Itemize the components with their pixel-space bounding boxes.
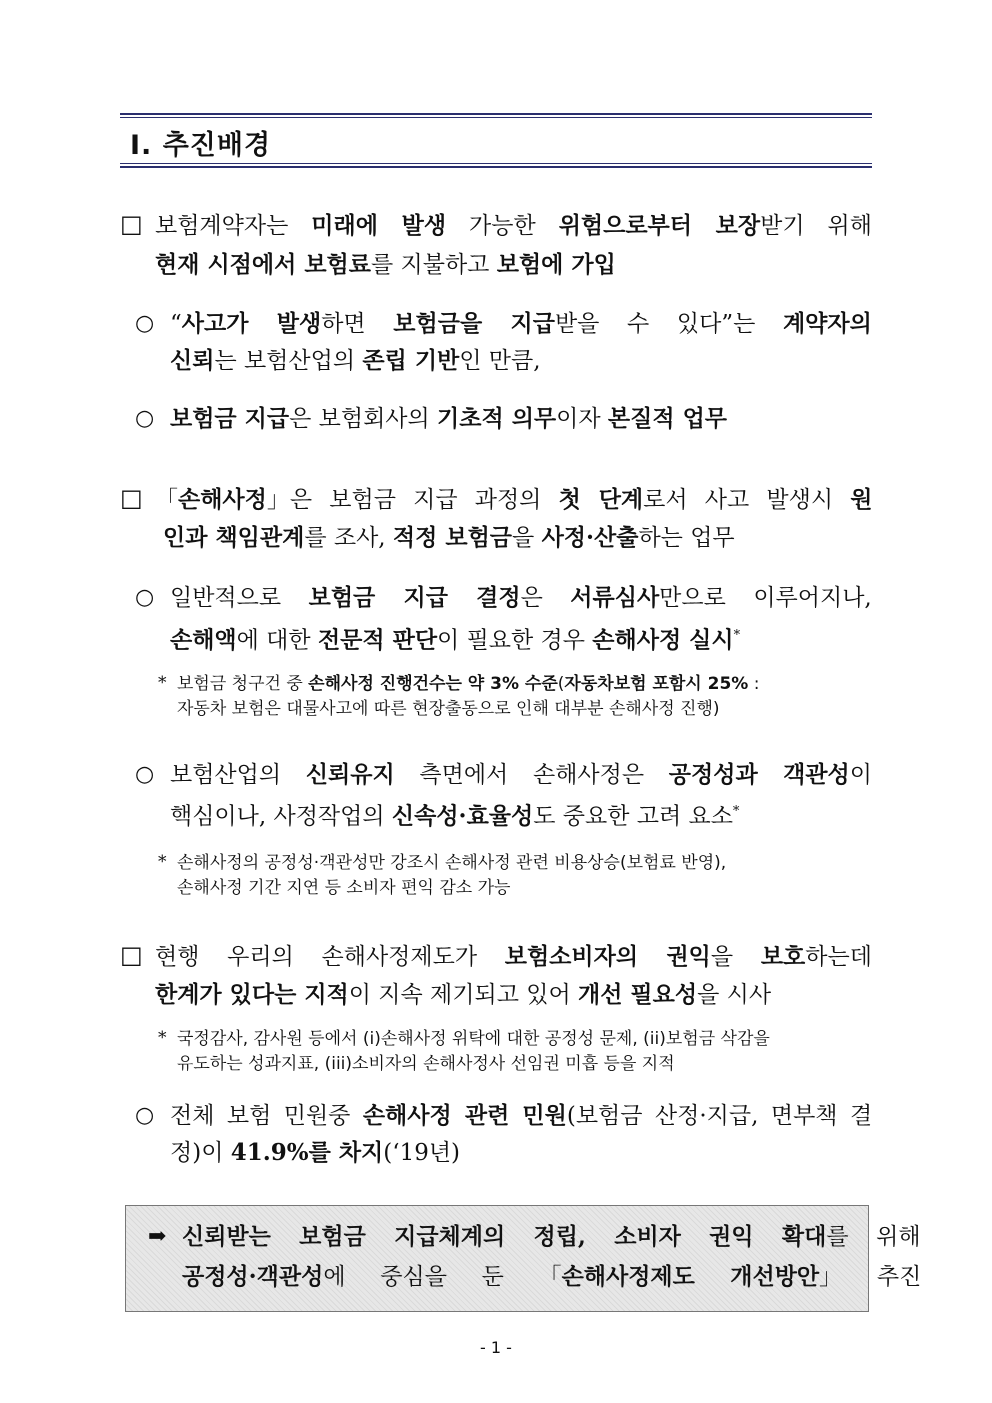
footnote-line xyxy=(177,1053,675,1075)
bold-text: 신뢰유지 xyxy=(305,761,395,788)
bold-text: 자동차보험 포함시 25% xyxy=(564,674,749,694)
text-run: * xyxy=(732,804,740,819)
text-run: 자동차 보험은 대물사고에 따른 현장출동으로 인해 대부분 손해사정 진행) xyxy=(177,699,720,719)
text-run: 로서 사고 발생시 xyxy=(643,487,851,513)
text-run: 손해사정 기간 지연 등 소비자 편익 감소 가능 xyxy=(177,878,511,898)
text-run: 하는 업무 xyxy=(638,525,735,551)
text-run: 보험계약자는 xyxy=(155,213,312,239)
paragraph-line xyxy=(170,404,727,434)
text-run: 에 중심을 둔 「 xyxy=(323,1264,562,1290)
text-run: 이 필요한 경우 xyxy=(437,627,593,654)
text-run: 이 지속 제기되고 있어 xyxy=(348,982,578,1008)
text-run: 에 대한 xyxy=(236,627,318,654)
heading-rule-bottom xyxy=(120,163,872,168)
text-run: 을 xyxy=(710,944,761,970)
bold-text: 전문적 판단 xyxy=(317,626,438,654)
bold-text: 본질적 업무 xyxy=(607,405,728,432)
square-bullet-icon: □ xyxy=(120,941,143,969)
page-number: - 1 - xyxy=(480,1338,512,1357)
circle-bullet-icon: ○ xyxy=(135,1103,155,1128)
paragraph-line xyxy=(170,583,872,613)
bold-text: 미래에 발생 xyxy=(311,212,447,239)
bold-text: 손해사정 진행건수는 약 3% 수준 xyxy=(308,674,558,694)
conclusion-line-1 xyxy=(182,1222,921,1252)
section-title xyxy=(130,123,271,162)
bold-text: 인과 책임관계 xyxy=(163,524,305,551)
bold-text: 신뢰받는 보험금 지급체계의 정립, 소비자 권익 확대 xyxy=(182,1223,827,1250)
section-heading xyxy=(120,113,872,168)
bold-text: 사정·산출 xyxy=(541,524,639,551)
bold-text: 손해사정 실시 xyxy=(592,626,734,654)
bold-text: 기초적 의무 xyxy=(437,405,557,432)
text-run: 정)이 xyxy=(170,1140,231,1166)
conclusion-line-2 xyxy=(182,1262,921,1292)
bold-text: 보험소비자의 권익 xyxy=(504,943,711,970)
text-run: 이자 xyxy=(556,406,608,432)
bold-text: 보호 xyxy=(760,943,806,970)
text-run: 를 조사, xyxy=(304,525,393,551)
text-run: 은 보험회사의 xyxy=(289,406,438,432)
text-run: 받을 수 있다”는 xyxy=(554,311,783,337)
paragraph-line xyxy=(155,211,872,241)
arrow-icon: ➡ xyxy=(148,1224,167,1249)
text-run: 을 시사 xyxy=(697,982,772,1008)
paragraph-line xyxy=(155,942,872,972)
text-run: 하는데 xyxy=(805,944,872,970)
bold-text: 공정성·객관성 xyxy=(182,1263,324,1290)
paragraph-line xyxy=(155,980,771,1010)
bold-text: 사고가 발생 xyxy=(181,310,322,337)
text-run: 도 중요한 고려 요소 xyxy=(533,803,733,830)
bold-text: 적정 보험금 xyxy=(392,524,513,551)
bold-text: 서류심사 xyxy=(570,584,660,611)
asterisk-note-marker: * xyxy=(158,852,167,872)
text-run: 전체 보험 민원중 xyxy=(170,1103,363,1129)
section-number: Ⅰ. xyxy=(130,130,153,161)
text-run: 이 xyxy=(849,762,872,788)
text-run: 」은 보험금 지급 과정의 xyxy=(266,487,559,513)
text-run: 만으로 이루어지나, xyxy=(659,585,872,611)
text-run: 보험산업의 xyxy=(170,762,306,788)
bold-text: 41.9%를 차지 xyxy=(230,1139,384,1166)
bold-text: 첫 단계 xyxy=(558,486,644,513)
paragraph-line xyxy=(170,1138,460,1168)
text-run: 현행 우리의 손해사정제도가 xyxy=(155,944,505,970)
bold-text: 보험금 지급 결정 xyxy=(308,584,521,611)
asterisk-note-marker: * xyxy=(158,673,167,693)
text-run: 보험금 청구건 중 xyxy=(177,674,309,694)
bold-text: 손해액 xyxy=(170,626,237,654)
paragraph-line xyxy=(170,797,739,832)
text-run: 를 위해 xyxy=(826,1224,921,1250)
text-run: 하면 xyxy=(321,311,394,337)
text-run: (‘19년) xyxy=(383,1140,461,1166)
bold-text: 손해사정 관련 민원 xyxy=(362,1102,567,1129)
bold-text: 존립 기반 xyxy=(362,347,460,374)
paragraph-line xyxy=(170,760,872,790)
text-run: ( xyxy=(557,674,565,694)
bold-text: 보험에 가입 xyxy=(496,251,616,278)
paragraph-line xyxy=(170,621,740,656)
paragraph-line xyxy=(170,1101,872,1131)
bold-text: 개선 필요성 xyxy=(577,981,698,1008)
paragraph-line xyxy=(163,523,735,553)
text-run: 일반적으로 xyxy=(170,585,309,611)
text-run: 「 xyxy=(155,487,178,513)
text-run: (보험금 산정·지급, 면부책 결 xyxy=(566,1103,873,1129)
square-bullet-icon: □ xyxy=(120,484,143,512)
bold-text: 보험금 지급 xyxy=(170,405,290,432)
paragraph-line xyxy=(155,485,872,515)
bold-text: 신뢰 xyxy=(170,347,215,374)
circle-bullet-icon: ○ xyxy=(135,762,155,787)
bold-text: 손해사정 xyxy=(178,486,267,513)
text-run: 핵심이나, 사정작업의 xyxy=(170,803,392,830)
text-run: 은 xyxy=(520,585,571,611)
bold-text: 현재 시점에서 보험료 xyxy=(155,251,371,278)
bold-text: 한계가 있다는 지적 xyxy=(155,981,349,1008)
text-run: : xyxy=(748,674,760,694)
text-run: 는 보험산업의 xyxy=(214,348,363,374)
square-bullet-icon: □ xyxy=(120,210,143,238)
paragraph-line xyxy=(155,250,616,280)
footnote-line xyxy=(177,673,759,695)
text-run: * xyxy=(733,628,741,643)
text-run: 측면에서 손해사정은 xyxy=(394,762,669,788)
text-run: 받기 위해 xyxy=(760,213,872,239)
bold-text: 계약자의 xyxy=(782,310,872,337)
bold-text: 신속성·효율성 xyxy=(391,802,534,830)
text-run: 를 지불하고 xyxy=(370,252,497,278)
text-run: 국정감사, 감사원 등에서 (i)손해사정 위탁에 대한 공정성 문제, (ii)보험금 삭감을 xyxy=(177,1029,770,1049)
conclusion-box xyxy=(125,1205,922,1312)
text-run: 가능한 xyxy=(446,213,559,239)
bold-text: 손해사정제도 개선방안 xyxy=(561,1263,820,1290)
paragraph-line xyxy=(170,346,541,376)
circle-bullet-icon: ○ xyxy=(135,311,155,336)
bold-text: 공정성과 객관성 xyxy=(668,761,850,788)
text-run: 유도하는 성과지표, (iii)소비자의 손해사정사 선임권 미흡 등을 지적 xyxy=(177,1054,675,1074)
bold-text: 보험금을 지급 xyxy=(393,310,555,337)
asterisk-note-marker: * xyxy=(158,1028,167,1048)
section-title-text: 추진배경 xyxy=(162,130,272,161)
circle-bullet-icon: ○ xyxy=(135,406,155,431)
bold-text: 위험으로부터 보장 xyxy=(558,212,761,239)
circle-bullet-icon: ○ xyxy=(135,585,155,610)
footnote-line xyxy=(177,877,510,899)
bold-text: 원 xyxy=(850,486,873,513)
text-run: 」 추진 xyxy=(819,1264,922,1290)
footnote-line xyxy=(177,852,726,874)
footnote-line xyxy=(177,1028,770,1050)
text-run: 을 xyxy=(512,525,542,551)
text-run: “ xyxy=(170,311,182,337)
text-run: 손해사정의 공정성·객관성만 강조시 손해사정 관련 비용상승(보험료 반영), xyxy=(177,853,727,873)
footnote-line xyxy=(177,698,720,720)
heading-rule-top xyxy=(120,113,872,118)
text-run: 인 만큼, xyxy=(459,348,541,374)
paragraph-line xyxy=(170,309,872,339)
